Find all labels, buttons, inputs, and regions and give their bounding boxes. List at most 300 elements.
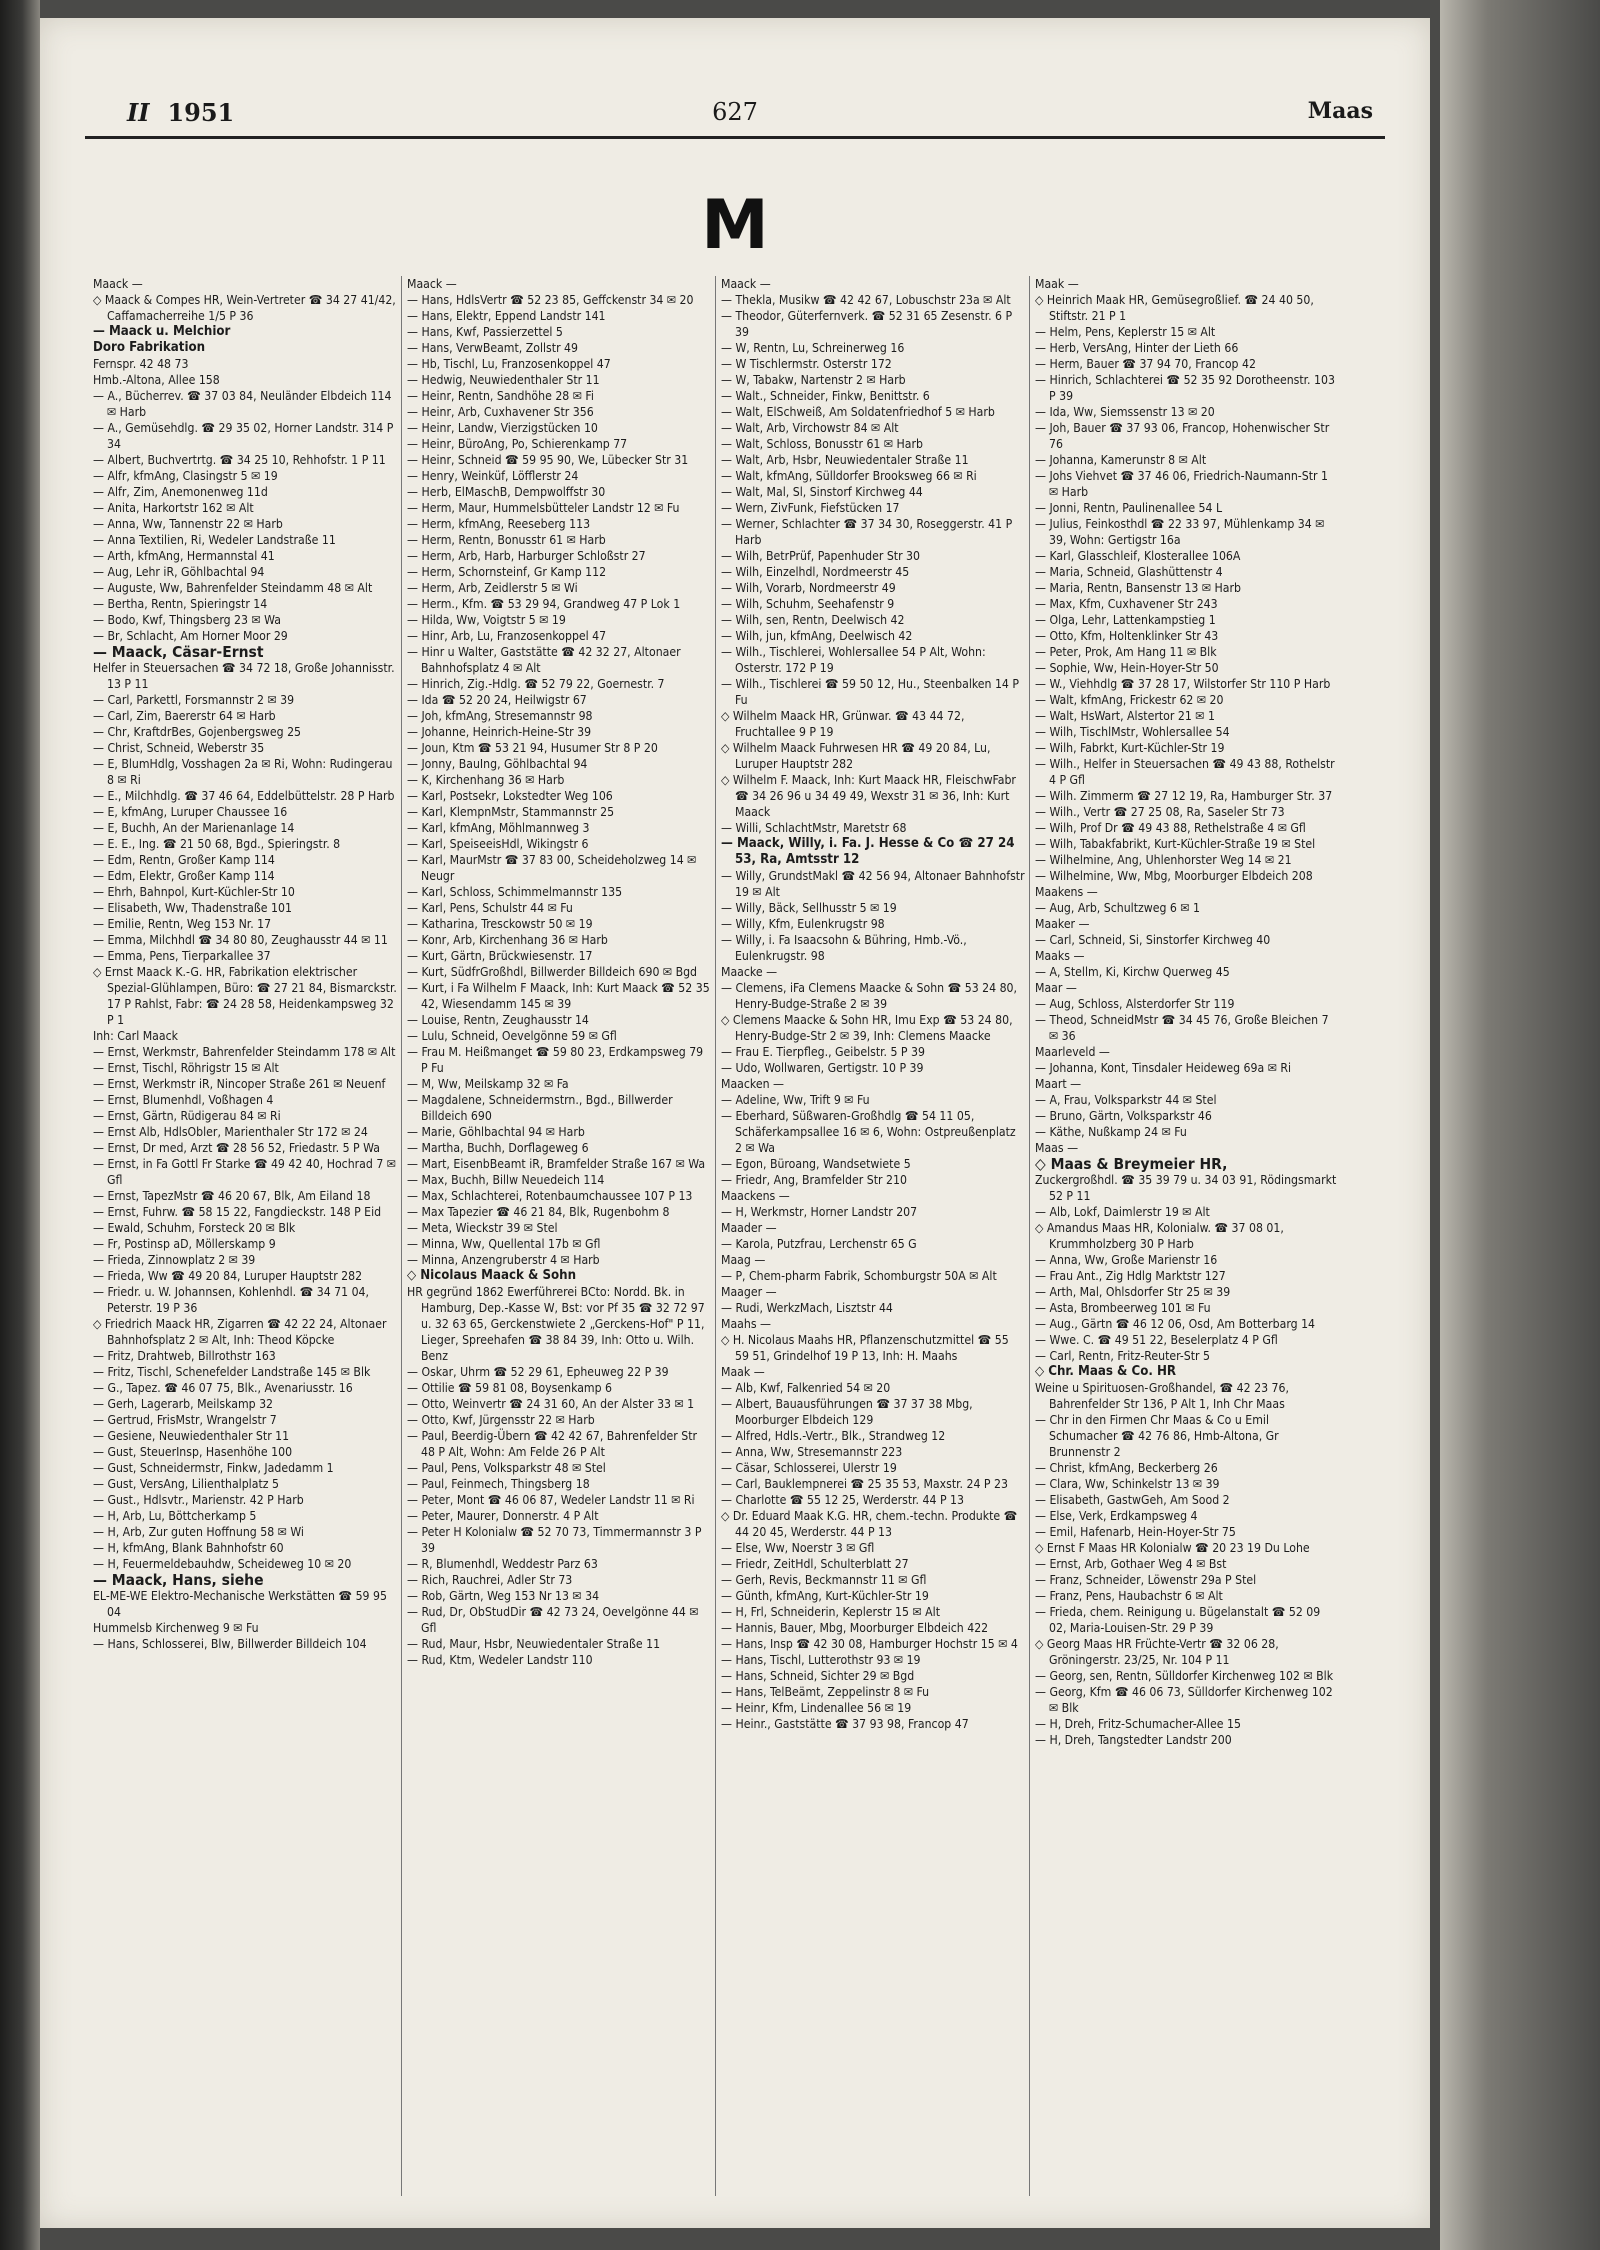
directory-entry: — Arth, kfmAng, Hermannstal 41	[93, 549, 275, 563]
directory-entry: — Albert, Bauausführungen ☎ 37 37 38 Mbg, Moorburger Elbdeich 129	[721, 1397, 973, 1427]
directory-entry: — Christ, Schneid, Weberstr 35	[93, 741, 265, 755]
directory-entry: — Jonny, BauIng, Göhlbachtal 94	[407, 757, 588, 771]
directory-entry: — Gust, SteuerInsp, Hasenhöhe 100	[93, 1445, 293, 1459]
directory-entry: — Max, Buchh, Billw Neuedeich 114	[407, 1173, 605, 1187]
directory-entry: — Edm, Rentn, Großer Kamp 114	[93, 853, 275, 867]
directory-entry: ◇ Maas & Breymeier HR,	[1035, 1155, 1228, 1173]
directory-entry: — Ernst, Dr med, Arzt ☎ 28 56 52, Friedastr. 5 P Wa	[93, 1141, 380, 1155]
directory-entry: — Emma, Milchhdl ☎ 34 80 80, Zeughausstr 44 ✉ 11	[93, 933, 388, 947]
directory-entry: — Aug, Lehr iR, Göhlbachtal 94	[93, 565, 265, 579]
directory-entry: — Rud, Dr, ObStudDir ☎ 42 73 24, Oevelgönne 44 ✉ Gfl	[407, 1605, 699, 1635]
directory-entry: Zuckergroßhdl. ☎ 35 39 79 u. 34 03 91, Rödingsmarkt 52 P 11	[1035, 1173, 1337, 1203]
directory-entry: — Albert, Buchvertrtg. ☎ 34 25 10, Rehhofstr. 1 P 11	[93, 453, 386, 467]
directory-entry: — H, kfmAng, Blank Bahnhofstr 60	[93, 1541, 284, 1555]
directory-entry: — Wilh., Tischlerei ☎ 59 50 12, Hu., Steenbalken 14 P Fu	[721, 677, 1020, 707]
running-head: Maas	[1307, 98, 1373, 124]
directory-entry: — Hinrich, Schlachterei ☎ 52 35 92 Dorotheenstr. 103 P 39	[1035, 373, 1335, 403]
directory-entry: — E, kfmAng, Luruper Chaussee 16	[93, 805, 288, 819]
directory-entry: — Ewald, Schuhm, Forsteck 20 ✉ Blk	[93, 1221, 296, 1235]
directory-entry: Hummelsb Kirchenweg 9 ✉ Fu	[93, 1621, 259, 1635]
directory-entry: — Anna, Ww, Tannenstr 22 ✉ Harb	[93, 517, 283, 531]
directory-entry: — Hans, Kwf, Passierzettel 5	[407, 325, 563, 339]
directory-entry: — Hinr, Arb, Lu, Franzosenkoppel 47	[407, 629, 607, 643]
directory-entry: — Meta, Wieckstr 39 ✉ Stel	[407, 1221, 558, 1235]
directory-entry: — Peter, Mont ☎ 46 06 87, Wedeler Landstr 11 ✉ Ri	[407, 1493, 695, 1507]
directory-columns	[93, 276, 1423, 2206]
directory-entry: — Rud, Ktm, Wedeler Landstr 110	[407, 1653, 593, 1667]
column-3	[721, 276, 1026, 2206]
directory-entry: — Frieda, chem. Reinigung u. Bügelanstalt ☎ 52 09 02, Maria-Louisen-Str. 29 P 39	[1035, 1605, 1321, 1635]
directory-entry: — Hb, Tischl, Lu, Franzosenkoppel 47	[407, 357, 611, 371]
header-year: 1951	[167, 98, 235, 127]
directory-entry: — Willy, Kfm, Eulenkrugstr 98	[721, 917, 885, 931]
directory-entry: — Gust, Schneidermstr, Finkw, Jadedamm 1	[93, 1461, 334, 1475]
directory-entry: — Peter, Maurer, Donnerstr. 4 P Alt	[407, 1509, 599, 1523]
directory-entry: Weine u Spirituosen-Großhandel, ☎ 42 23 76, Bahrenfelder Str 136, P Alt 1, Inh Chr Maas	[1035, 1381, 1289, 1411]
directory-entry: — Katharina, Tresckowstr 50 ✉ 19	[407, 917, 593, 931]
directory-entry: — Ernst, in Fa Gottl Fr Starke ☎ 49 42 40, Hochrad 7 ✉ Gfl	[93, 1157, 396, 1187]
directory-entry: — Karola, Putzfrau, Lerchenstr 65 G	[721, 1237, 917, 1251]
directory-entry: — Ida, Ww, Siemssenstr 13 ✉ 20	[1035, 405, 1215, 419]
directory-entry: — Hans, HdlsVertr ☎ 52 23 85, Geffckenstr 34 ✉ 20	[407, 293, 694, 307]
directory-entry: ◇ Ernst F Maas HR Kolonialw ☎ 20 23 19 Du Lohe	[1035, 1541, 1310, 1555]
directory-entry: — Willi, SchlachtMstr, Maretstr 68	[721, 821, 907, 835]
directory-entry: — Frieda, Ww ☎ 49 20 84, Luruper Hauptstr 282	[93, 1269, 363, 1283]
directory-entry: — Maack u. Melchior	[93, 324, 231, 339]
directory-entry: — Else, Verk, Erdkampsweg 4	[1035, 1509, 1198, 1523]
directory-entry: — Hans, Insp ☎ 42 30 08, Hamburger Hochstr 15 ✉ 4	[721, 1637, 1018, 1651]
directory-entry: — Eberhard, Süßwaren-Großhdlg ☎ 54 11 05, Schäferkampsallee 16 ✉ 6, Wohn: Ostpreußenplatz 2 ✉ Wa	[721, 1109, 1016, 1155]
directory-entry: — Wilh, BetrPrüf, Papenhuder Str 30	[721, 549, 921, 563]
directory-entry: — Johanne, Heinrich-Heine-Str 39	[407, 725, 592, 739]
column-4	[1035, 276, 1340, 2206]
directory-entry: — Walt, Schloss, Bonusstr 61 ✉ Harb	[721, 437, 923, 451]
directory-entry: — Elisabeth, GastwGeh, Am Sood 2	[1035, 1493, 1230, 1507]
directory-entry: — Anna, Ww, Große Marienstr 16	[1035, 1253, 1218, 1267]
directory-entry: ◇ Amandus Maas HR, Kolonialw. ☎ 37 08 01, Krummholzberg 30 P Harb	[1035, 1221, 1284, 1251]
directory-entry: — Udo, Wollwaren, Gertigstr. 10 P 39	[721, 1061, 924, 1075]
directory-entry: — Wilh, sen, Rentn, Deelwisch 42	[721, 613, 905, 627]
directory-entry: — Karl, Schloss, Schimmelmannstr 135	[407, 885, 623, 899]
directory-entry: — Jonni, Rentn, Paulinenallee 54 L	[1035, 501, 1223, 515]
directory-entry: — Marie, Göhlbachtal 94 ✉ Harb	[407, 1125, 585, 1139]
directory-entry: — Ernst, TapezMstr ☎ 46 20 67, Blk, Am Eiland 18	[93, 1189, 371, 1203]
page-number: 627	[712, 98, 758, 126]
directory-entry: ◇ Chr. Maas & Co. HR	[1035, 1364, 1177, 1379]
directory-entry: — Hilda, Ww, Voigtstr 5 ✉ 19	[407, 613, 566, 627]
directory-entry: — Karl, SpeiseeisHdl, Wikingstr 6	[407, 837, 589, 851]
directory-entry: — Günth, kfmAng, Kurt-Küchler-Str 19	[721, 1589, 929, 1603]
directory-entry: — Walt., Schneider, Finkw, Benittstr. 6	[721, 389, 930, 403]
directory-entry: — Herb, VersAng, Hinter der Lieth 66	[1035, 341, 1239, 355]
directory-entry: — Christ, kfmAng, Beckerberg 26	[1035, 1461, 1218, 1475]
directory-entry: — Wilh, Einzelhdl, Nordmeerstr 45	[721, 565, 910, 579]
directory-entry: — A., Gemüsehdlg. ☎ 29 35 02, Horner Landstr. 314 P 34	[93, 421, 394, 451]
directory-entry: — Alfred, Hdls.-Vertr., Blk., Strandweg 12	[721, 1429, 946, 1443]
directory-entry: — Heinr, Arb, Cuxhavener Str 356	[407, 405, 594, 419]
surname-heading: Maager —	[721, 1285, 777, 1299]
directory-entry: — Karl, KlempnMstr, Stammannstr 25	[407, 805, 615, 819]
directory-entry: — Henry, Weinküf, Löfflerstr 24	[407, 469, 579, 483]
directory-entry: — Walt, kfmAng, Frickestr 62 ✉ 20	[1035, 693, 1224, 707]
directory-entry: — Ernst, Fuhrw. ☎ 58 15 22, Fangdieckstr. 148 P Eid	[93, 1205, 382, 1219]
directory-entry: — Herb, ElMaschB, Dempwolffstr 30	[407, 485, 606, 499]
directory-entry: — Paul, Pens, Volksparkstr 48 ✉ Stel	[407, 1461, 606, 1475]
directory-entry: — Carl, Parkettl, Forsmannstr 2 ✉ 39	[93, 693, 295, 707]
directory-entry: — Max, Kfm, Cuxhavener Str 243	[1035, 597, 1218, 611]
directory-entry: — Adeline, Ww, Trift 9 ✉ Fu	[721, 1093, 870, 1107]
directory-entry: — Carl, Rentn, Fritz-Reuter-Str 5	[1035, 1349, 1211, 1363]
directory-entry: — K, Kirchenhang 36 ✉ Harb	[407, 773, 565, 787]
directory-entry: — Ottilie ☎ 59 81 08, Boysenkamp 6	[407, 1381, 613, 1395]
surname-heading: Maak —	[721, 1365, 765, 1379]
directory-entry: — Anna Textilien, Ri, Wedeler Landstraße 11	[93, 533, 336, 547]
directory-entry: — Anna, Ww, Stresemannstr 223	[721, 1445, 903, 1459]
directory-entry: — Gesiene, Neuwiedenthaler Str 11	[93, 1429, 290, 1443]
directory-entry: — Minna, Ww, Quellental 17b ✉ Gfl	[407, 1237, 601, 1251]
directory-entry: — Kurt, SüdfrGroßhdl, Billwerder Billdeich 690 ✉ Bgd	[407, 965, 698, 979]
directory-entry: — Herm., Kfm. ☎ 53 29 94, Grandweg 47 P Lok 1	[407, 597, 681, 611]
directory-entry: — Cäsar, Schlosserei, Ulerstr 19	[721, 1461, 897, 1475]
directory-entry: — Hannis, Bauer, Mbg, Moorburger Elbdeich 422	[721, 1621, 989, 1635]
directory-entry: — Rich, Rauchrei, Adler Str 73	[407, 1573, 573, 1587]
directory-entry: — E, BlumHdlg, Vosshagen 2a ✉ Ri, Wohn: Rudingerau 8 ✉ Ri	[93, 757, 393, 787]
directory-entry: — Peter, Prok, Am Hang 11 ✉ Blk	[1035, 645, 1217, 659]
directory-entry: — Theodor, Güterfernverk. ☎ 52 31 65 Zesenstr. 6 P 39	[721, 309, 1013, 339]
directory-entry: — Wilh., Helfer in Steuersachen ☎ 49 43 88, Rothelstr 4 P Gfl	[1035, 757, 1335, 787]
directory-entry: — Johanna, Kont, Tinsdaler Heideweg 69a ✉ Ri	[1035, 1061, 1292, 1075]
surname-heading: Maakens —	[1035, 885, 1098, 899]
directory-entry: Inh: Carl Maack	[93, 1029, 178, 1043]
directory-entry: — Franz, Pens, Haubachstr 6 ✉ Alt	[1035, 1589, 1223, 1603]
directory-entry: — Aug., Gärtn ☎ 46 12 06, Osd, Am Botterbarg 14	[1035, 1317, 1316, 1331]
directory-entry: — P, Chem-pharm Fabrik, Schomburgstr 50A ✉ Alt	[721, 1269, 997, 1283]
directory-entry: — E, Buchh, An der Marienanlage 14	[93, 821, 295, 835]
directory-entry: — Frau E. Tierpfleg., Geibelstr. 5 P 39	[721, 1045, 925, 1059]
directory-entry: — Ernst, Blumenhdl, Voßhagen 4	[93, 1093, 274, 1107]
surname-heading: Maackens —	[721, 1189, 790, 1203]
scan-shadow-right	[1440, 0, 1600, 2250]
directory-entry: — Carl, Schneid, Si, Sinstorfer Kirchweg 40	[1035, 933, 1271, 947]
directory-entry: — Wilh, Vorarb, Nordmeerstr 49	[721, 581, 896, 595]
directory-entry: — W, Tabakw, Nartenstr 2 ✉ Harb	[721, 373, 906, 387]
directory-entry: — Fr, Postinsp aD, Möllerskamp 9	[93, 1237, 276, 1251]
directory-entry: EL-ME-WE Elektro-Mechanische Werkstätten ☎ 59 95 04	[93, 1589, 387, 1619]
directory-entry: — Joh, Bauer ☎ 37 93 06, Francop, Hohenwischer Str 76	[1035, 421, 1330, 451]
directory-entry: — Ehrh, Bahnpol, Kurt-Küchler-Str 10	[93, 885, 295, 899]
directory-entry: — Maria, Rentn, Bansenstr 13 ✉ Harb	[1035, 581, 1241, 595]
surname-heading: Maacke —	[721, 965, 778, 979]
directory-entry: ◇ Georg Maas HR Früchte-Vertr ☎ 32 06 28, Gröningerstr. 23/25, Nr. 104 P 11	[1035, 1637, 1279, 1667]
directory-entry: — Kurt, Gärtn, Brückwiesenstr. 17	[407, 949, 593, 963]
directory-entry: — Emma, Pens, Tierparkallee 37	[93, 949, 271, 963]
directory-entry: — A., Bücherrev. ☎ 37 03 84, Neuländer Elbdeich 114 ✉ Harb	[93, 389, 392, 419]
directory-entry: — Ernst, Werkmstr iR, Nincoper Straße 261 ✉ Neuenf	[93, 1077, 386, 1091]
directory-entry: — Willy, Bäck, Sellhusstr 5 ✉ 19	[721, 901, 897, 915]
directory-entry: — Arth, Mal, Ohlsdorfer Str 25 ✉ 39	[1035, 1285, 1231, 1299]
scan-shadow-left	[0, 0, 40, 2250]
directory-entry: — Frau M. Heißmanget ☎ 59 80 23, Erdkampsweg 79 P Fu	[407, 1045, 704, 1075]
directory-entry: — H, Feuermeldebauhdw, Scheideweg 10 ✉ 20	[93, 1557, 352, 1571]
directory-entry: — Elisabeth, Ww, Thadenstraße 101	[93, 901, 292, 915]
directory-entry: — Friedr. u. W. Johannsen, Kohlenhdl. ☎ 34 71 04, Peterstr. 19 P 36	[93, 1285, 370, 1315]
directory-entry: — Johs Viehvet ☎ 37 46 06, Friedrich-Naumann-Str 1 ✉ Harb	[1035, 469, 1328, 499]
directory-entry: Fernspr. 42 48 73	[93, 357, 189, 371]
directory-entry: — Rob, Gärtn, Weg 153 Nr 13 ✉ 34	[407, 1589, 600, 1603]
directory-entry: — Wilhelmine, Ang, Uhlenhorster Weg 14 ✉ 21	[1035, 853, 1292, 867]
surname-heading: Maahs —	[721, 1317, 772, 1331]
directory-entry: ◇ Wilhelm Maack HR, Grünwar. ☎ 43 44 72, Fruchtallee 9 P 19	[721, 709, 965, 739]
directory-entry: — Wilh, jun, kfmAng, Deelwisch 42	[721, 629, 913, 643]
directory-entry: — Karl, MaurMstr ☎ 37 83 00, Scheideholzweg 14 ✉ Neugr	[407, 853, 697, 883]
directory-entry: — H, Arb, Zur guten Hoffnung 58 ✉ Wi	[93, 1525, 304, 1539]
directory-entry: — Friedr, Ang, Bramfelder Str 210	[721, 1173, 907, 1187]
directory-entry: — W Tischlermstr. Osterstr 172	[721, 357, 892, 371]
directory-entry: — Herm, Arb, Harb, Harburger Schloßstr 27	[407, 549, 646, 563]
directory-entry: — Egon, Büroang, Wandsetwiete 5	[721, 1157, 911, 1171]
directory-entry: — Paul, Feinmech, Thingsberg 18	[407, 1477, 590, 1491]
directory-entry: — Walt, Arb, Virchowstr 84 ✉ Alt	[721, 421, 899, 435]
directory-entry: — Wilh, Fabrkt, Kurt-Küchler-Str 19	[1035, 741, 1225, 755]
surname-heading: Maart —	[1035, 1077, 1082, 1091]
directory-entry: — Bodo, Kwf, Thingsberg 23 ✉ Wa	[93, 613, 281, 627]
surname-heading: Maack —	[93, 277, 143, 291]
directory-entry: — Alfr, kfmAng, Clasingstr 5 ✉ 19	[93, 469, 278, 483]
surname-heading: Maacken —	[721, 1077, 784, 1091]
directory-entry: — Gust, VersAng, Lilienthalplatz 5	[93, 1477, 279, 1491]
directory-entry: — Heinr, BüroAng, Po, Schierenkamp 77	[407, 437, 628, 451]
directory-entry: — Carl, Zim, Baererstr 64 ✉ Harb	[93, 709, 276, 723]
directory-entry: ◇ Maack & Compes HR, Wein-Vertreter ☎ 34 27 41/42, Caffamacherreihe 1/5 P 36	[93, 293, 396, 323]
directory-entry: — Joun, Ktm ☎ 53 21 94, Husumer Str 8 P 20	[407, 741, 658, 755]
surname-heading: Maar —	[1035, 981, 1077, 995]
directory-entry: — Gerh, Lagerarb, Meilskamp 32	[93, 1397, 274, 1411]
directory-entry: — Helm, Pens, Keplerstr 15 ✉ Alt	[1035, 325, 1216, 339]
directory-entry: — Magdalene, Schneidermstrn., Bgd., Billwerder Billdeich 690	[407, 1093, 673, 1123]
directory-entry: — Frau Ant., Zig Hdlg Marktstr 127	[1035, 1269, 1226, 1283]
surname-heading: Maas —	[1035, 1141, 1079, 1155]
directory-entry: — Thekla, Musikw ☎ 42 42 67, Lobuschstr 23a ✉ Alt	[721, 293, 1011, 307]
directory-entry: — Wilh, TischlMstr, Wohlersallee 54	[1035, 725, 1230, 739]
directory-entry: — Wern, ZivFunk, Fiefstücken 17	[721, 501, 900, 515]
directory-entry: — Hans, Schneid, Sichter 29 ✉ Bgd	[721, 1669, 915, 1683]
directory-entry: — Hans, Schlosserei, Blw, Billwerder Billdeich 104	[93, 1637, 367, 1651]
directory-entry: — Herm, Bauer ☎ 37 94 70, Francop 42	[1035, 357, 1256, 371]
directory-entry: ◇ Clemens Maacke & Sohn HR, Imu Exp ☎ 53 24 80, Henry-Budge-Str 2 ✉ 39, Inh: Clemens Maacke	[721, 1013, 1013, 1043]
directory-entry: — H, Frl, Schneiderin, Keplerstr 15 ✉ Alt	[721, 1605, 940, 1619]
directory-entry: — Else, Ww, Noerstr 3 ✉ Gfl	[721, 1541, 875, 1555]
directory-entry: — Käthe, Nußkamp 24 ✉ Fu	[1035, 1125, 1187, 1139]
directory-entry: — Karl, Pens, Schulstr 44 ✉ Fu	[407, 901, 573, 915]
directory-entry: — Chr, KraftdrBes, Gojenbergsweg 25	[93, 725, 302, 739]
directory-entry: — W, Rentn, Lu, Schreinerweg 16	[721, 341, 905, 355]
directory-entry: Doro Fabrikation	[93, 340, 206, 355]
column-divider	[1029, 276, 1030, 2196]
directory-entry: — Ida ☎ 52 20 24, Heilwigstr 67	[407, 693, 587, 707]
directory-entry: — Herm, Schornsteinf, Gr Kamp 112	[407, 565, 607, 579]
directory-entry: — Auguste, Ww, Bahrenfelder Steindamm 48 ✉ Alt	[93, 581, 373, 595]
surname-heading: Maaks —	[1035, 949, 1085, 963]
directory-entry: — Walt, kfmAng, Sülldorfer Brooksweg 66 ✉ Ri	[721, 469, 977, 483]
directory-entry: — Heinr, Schneid ☎ 59 95 90, We, Lübecker Str 31	[407, 453, 689, 467]
directory-entry: — Gust., Hdlsvtr., Marienstr. 42 P Harb	[93, 1493, 304, 1507]
directory-entry: — Emil, Hafenarb, Hein-Hoyer-Str 75	[1035, 1525, 1236, 1539]
directory-entry: — H, Dreh, Tangstedter Landstr 200	[1035, 1733, 1232, 1747]
directory-entry: — Minna, Anzengruberstr 4 ✉ Harb	[407, 1253, 600, 1267]
directory-entry: — Wilh., Tischlerei, Wohlersallee 54 P Alt, Wohn: Osterstr. 172 P 19	[721, 645, 986, 675]
directory-entry: — M, Ww, Meilskamp 32 ✉ Fa	[407, 1077, 569, 1091]
directory-entry: ◇ Wilhelm Maack Fuhrwesen HR ☎ 49 20 84, Lu, Luruper Hauptstr 282	[721, 741, 991, 771]
directory-entry: — Hans, Tischl, Lutterothstr 93 ✉ 19	[721, 1653, 921, 1667]
directory-entry: ◇ Nicolaus Maack & Sohn	[407, 1268, 577, 1283]
directory-entry: — H, Arb, Lu, Böttcherkamp 5	[93, 1509, 257, 1523]
directory-entry: — Bertha, Rentn, Spieringstr 14	[93, 597, 268, 611]
section-letter: M	[701, 186, 769, 265]
directory-entry: — Gertrud, FrisMstr, Wrangelstr 7	[93, 1413, 277, 1427]
directory-entry: — Wilh. Zimmerm ☎ 27 12 19, Ra, Hamburger Str. 37	[1035, 789, 1333, 803]
directory-entry: — Georg, Kfm ☎ 46 06 73, Sülldorfer Kirchenweg 102 ✉ Blk	[1035, 1685, 1333, 1715]
directory-entry: — Peter H Kolonialw ☎ 52 70 73, Timmermannstr 3 P 39	[407, 1525, 702, 1555]
directory-entry: — Fritz, Drahtweb, Billrothstr 163	[93, 1349, 276, 1363]
directory-entry: — Louise, Rentn, Zeughausstr 14	[407, 1013, 589, 1027]
column-2	[407, 276, 712, 2206]
directory-entry: ◇ Ernst Maack K.-G. HR, Fabrikation elektrischer Spezial-Glühlampen, Büro: ☎ 27 21 84, Bismarckstr. 17 P Rahlst, Fabr: ☎ 24 28 58, Heidenkampsweg 32 P 1	[93, 965, 397, 1027]
directory-entry: — H, Dreh, Fritz-Schumacher-Allee 15	[1035, 1717, 1241, 1731]
directory-entry: — Wilh, Schuhm, Seehafenstr 9	[721, 597, 895, 611]
directory-entry: — Willy, GrundstMakl ☎ 42 56 94, Altonaer Bahnhofstr 19 ✉ Alt	[721, 869, 1025, 899]
directory-entry: — Otto, Kfm, Holtenklinker Str 43	[1035, 629, 1219, 643]
directory-entry: Helfer in Steuersachen ☎ 34 72 18, Große Johannisstr. 13 P 11	[93, 661, 395, 691]
directory-entry: — Paul, Beerdig-Übern ☎ 42 42 67, Bahrenfelder Str 48 P Alt, Wohn: Am Felde 26 P Alt	[407, 1429, 698, 1459]
directory-entry: — Maack, Cäsar-Ernst	[93, 643, 264, 661]
directory-entry: ◇ Friedrich Maack HR, Zigarren ☎ 42 22 24, Altonaer Bahnhofsplatz 2 ✉ Alt, Inh: Theod Köpcke	[93, 1317, 387, 1347]
directory-entry: ◇ Dr. Eduard Maak K.G. HR, chem.-techn. Produkte ☎ 44 20 45, Werderstr. 44 P 13	[721, 1509, 1018, 1539]
directory-entry: — Charlotte ☎ 55 12 25, Werderstr. 44 P 13	[721, 1493, 964, 1507]
directory-entry: — Karl, kfmAng, Möhlmannweg 3	[407, 821, 590, 835]
directory-entry: — Julius, Feinkosthdl ☎ 22 33 97, Mühlenkamp 34 ✉ 39, Wohn: Gertigstr 16a	[1035, 517, 1325, 547]
directory-entry: — Asta, Brombeerweg 101 ✉ Fu	[1035, 1301, 1211, 1315]
directory-entry: — Franz, Schneider, Löwenstr 29a P Stel	[1035, 1573, 1257, 1587]
directory-entry: — Kurt, i Fa Wilhelm F Maack, Inh: Kurt Maack ☎ 52 35 42, Wiesendamm 145 ✉ 39	[407, 981, 710, 1011]
surname-heading: Maaker —	[1035, 917, 1090, 931]
directory-entry: — Herm, Arb, Zeidlerstr 5 ✉ Wi	[407, 581, 578, 595]
directory-entry: — Maria, Schneid, Glashüttenstr 4	[1035, 565, 1223, 579]
directory-entry: — Clemens, iFa Clemens Maacke & Sohn ☎ 53 24 80, Henry-Budge-Straße 2 ✉ 39	[721, 981, 1018, 1011]
surname-heading: Maak —	[1035, 277, 1079, 291]
directory-entry: — Aug, Schloss, Alsterdorfer Str 119	[1035, 997, 1235, 1011]
header-volume: II	[127, 98, 150, 127]
directory-entry: — Rudi, WerkzMach, Lisztstr 44	[721, 1301, 893, 1315]
directory-entry: — Ernst Alb, HdlsObler, Marienthaler Str 172 ✉ 24	[93, 1125, 368, 1139]
directory-entry: — Ernst, Werkmstr, Bahrenfelder Steindamm 178 ✉ Alt	[93, 1045, 396, 1059]
directory-entry: — Willy, i. Fa Isaacsohn & Bühring, Hmb.-Vö., Eulenkrugstr. 98	[721, 933, 967, 963]
directory-entry: — Ernst, Tischl, Röhrigstr 15 ✉ Alt	[93, 1061, 279, 1075]
directory-entry: — Johanna, Kamerunstr 8 ✉ Alt	[1035, 453, 1207, 467]
directory-entry: — Ernst, Arb, Gothaer Weg 4 ✉ Bst	[1035, 1557, 1227, 1571]
directory-entry: — Wilh., Vertr ☎ 27 25 08, Ra, Saseler Str 73	[1035, 805, 1285, 819]
directory-entry: — Konr, Arb, Kirchenhang 36 ✉ Harb	[407, 933, 608, 947]
directory-entry: — Max, Schlachterei, Rotenbaumchaussee 107 P 13	[407, 1189, 693, 1203]
surname-heading: Maader —	[721, 1221, 777, 1235]
directory-entry: — Wilh, Tabakfabrikt, Kurt-Küchler-Straße 19 ✉ Stel	[1035, 837, 1316, 851]
directory-entry: — Olga, Lehr, Lattenkampstieg 1	[1035, 613, 1216, 627]
directory-entry: — Otto, Kwf, Jürgensstr 22 ✉ Harb	[407, 1413, 595, 1427]
directory-entry: — Herm, Rentn, Bonusstr 61 ✉ Harb	[407, 533, 606, 547]
directory-entry: — Lulu, Schneid, Oevelgönne 59 ✉ Gfl	[407, 1029, 617, 1043]
directory-entry: — Oskar, Uhrm ☎ 52 29 61, Epheuweg 22 P 39	[407, 1365, 669, 1379]
directory-entry: — Heinr, Kfm, Lindenallee 56 ✉ 19	[721, 1701, 912, 1715]
directory-entry: ◇ Heinrich Maak HR, Gemüsegroßlief. ☎ 24 40 50, Stiftstr. 21 P 1	[1035, 293, 1314, 323]
directory-entry: — Walt, Mal, Sl, Sinstorf Kirchweg 44	[721, 485, 923, 499]
directory-entry: — A, Stellm, Ki, Kirchw Querweg 45	[1035, 965, 1230, 979]
directory-entry: — Walt, HsWart, Alstertor 21 ✉ 1	[1035, 709, 1215, 723]
column-divider	[401, 276, 402, 2196]
directory-entry: HR gegründ 1862 Ewerführerei BCto: Nordd. Bk. in Hamburg, Dep.-Kasse W, Bst: vor Pf 35 ☎ 32 72 97 u. 32 63 65, Gerckenstwiete 2 „Gerckens-Hof" P 11, Lieger, Spreehafen ☎ 38 84 39, Inh: Otto u. Wilh. Benz	[407, 1285, 705, 1363]
directory-entry: — Br, Schlacht, Am Horner Moor 29	[93, 629, 288, 643]
directory-entry: — Carl, Bauklempnerei ☎ 25 35 53, Maxstr. 24 P 23	[721, 1477, 1008, 1491]
directory-entry: — A, Frau, Volksparkstr 44 ✉ Stel	[1035, 1093, 1217, 1107]
directory-entry: — Martha, Buchh, Dorflageweg 6	[407, 1141, 589, 1155]
directory-entry: — Alb, Kwf, Falkenried 54 ✉ 20	[721, 1381, 891, 1395]
directory-entry: — Hinr u Walter, Gaststätte ☎ 42 32 27, Altonaer Bahnhofsplatz 4 ✉ Alt	[407, 645, 681, 675]
directory-entry: — Hans, Elektr, Eppend Landstr 141	[407, 309, 606, 323]
directory-entry: — Max Tapezier ☎ 46 21 84, Blk, Rugenbohm 8	[407, 1205, 670, 1219]
directory-entry: — Theod, SchneidMstr ☎ 34 45 76, Große Bleichen 7 ✉ 36	[1035, 1013, 1329, 1043]
directory-entry: — Walt, Arb, Hsbr, Neuwiedentaler Straße 11	[721, 453, 969, 467]
directory-entry: — Mart, EisenbBeamt iR, Bramfelder Straße 167 ✉ Wa	[407, 1157, 706, 1171]
directory-entry: — Otto, Weinvertr ☎ 24 31 60, An der Alster 33 ✉ 1	[407, 1397, 695, 1411]
directory-entry: — Wwe. C. ☎ 49 51 22, Beselerplatz 4 P Gfl	[1035, 1333, 1278, 1347]
directory-entry: — Hinrich, Zig.-Hdlg. ☎ 52 79 22, Goernestr. 7	[407, 677, 665, 691]
directory-entry: Hmb.-Altona, Allee 158	[93, 373, 220, 387]
surname-heading: Maarleveld —	[1035, 1045, 1110, 1059]
directory-entry: — Emilie, Rentn, Weg 153 Nr. 17	[93, 917, 272, 931]
directory-entry: — Rud, Maur, Hsbr, Neuwiedentaler Straße 11	[407, 1637, 661, 1651]
directory-entry: — Friedr, ZeitHdl, Schulterblatt 27	[721, 1557, 909, 1571]
directory-entry: — H, Werkmstr, Horner Landstr 207	[721, 1205, 918, 1219]
directory-entry: — Anita, Harkortstr 162 ✉ Alt	[93, 501, 254, 515]
directory-entry: — Fritz, Tischl, Schenefelder Landstraße 145 ✉ Blk	[93, 1365, 371, 1379]
surname-heading: Maack —	[721, 277, 771, 291]
directory-entry: — Joh, kfmAng, Stresemannstr 98	[407, 709, 593, 723]
directory-entry: — Walt, ElSchweiß, Am Soldatenfriedhof 5 ✉ Harb	[721, 405, 995, 419]
directory-entry: — Ernst, Gärtn, Rüdigerau 84 ✉ Ri	[93, 1109, 281, 1123]
directory-entry: — Werner, Schlachter ☎ 37 34 30, Roseggerstr. 41 P Harb	[721, 517, 1013, 547]
directory-page	[40, 18, 1430, 2228]
directory-entry: — Alb, Lokf, Daimlerstr 19 ✉ Alt	[1035, 1205, 1210, 1219]
directory-entry: — Hedwig, Neuwiedenthaler Str 11	[407, 373, 600, 387]
directory-entry: — G., Tapez. ☎ 46 07 75, Blk., Avenariusstr. 16	[93, 1381, 353, 1395]
directory-entry: — Herm, Maur, Hummelsbütteler Landstr 12 ✉ Fu	[407, 501, 680, 515]
directory-entry: — Karl, Postsekr, Lokstedter Weg 106	[407, 789, 613, 803]
surname-heading: Maack —	[407, 277, 457, 291]
directory-entry: — Hans, VerwBeamt, Zollstr 49	[407, 341, 578, 355]
directory-entry: — Wilh, Prof Dr ☎ 49 43 88, Rethelstraße 4 ✉ Gfl	[1035, 821, 1306, 835]
directory-entry: — Heinr., Gaststätte ☎ 37 93 98, Francop 47	[721, 1717, 969, 1731]
directory-entry: — Gerh, Revis, Beckmannstr 11 ✉ Gfl	[721, 1573, 927, 1587]
directory-entry: — Karl, Glasschleif, Klosterallee 106A	[1035, 549, 1241, 563]
directory-entry: — E. E., Ing. ☎ 21 50 68, Bgd., Spieringstr. 8	[93, 837, 341, 851]
directory-entry: ◇ Wilhelm F. Maack, Inh: Kurt Maack HR, FleischwFabr ☎ 34 26 96 u 34 49 49, Wexstr 31 ✉ 36, Inh: Kurt Maack	[721, 773, 1016, 819]
directory-entry: — Bruno, Gärtn, Volksparkstr 46	[1035, 1109, 1212, 1123]
directory-entry: — E., Milchhdlg. ☎ 37 46 64, Eddelbüttelstr. 28 P Harb	[93, 789, 395, 803]
column-1	[93, 276, 398, 2206]
directory-entry: — Heinr, Landw, Vierzigstücken 10	[407, 421, 598, 435]
directory-entry: — Aug, Arb, Schultzweg 6 ✉ 1	[1035, 901, 1201, 915]
surname-heading: Maag —	[721, 1253, 766, 1267]
directory-entry: — Hans, TelBeämt, Zeppelinstr 8 ✉ Fu	[721, 1685, 930, 1699]
directory-entry: — Maack, Willy, i. Fa. J. Hesse & Co ☎ 27 24 53, Ra, Amtsstr 12	[721, 836, 1015, 867]
